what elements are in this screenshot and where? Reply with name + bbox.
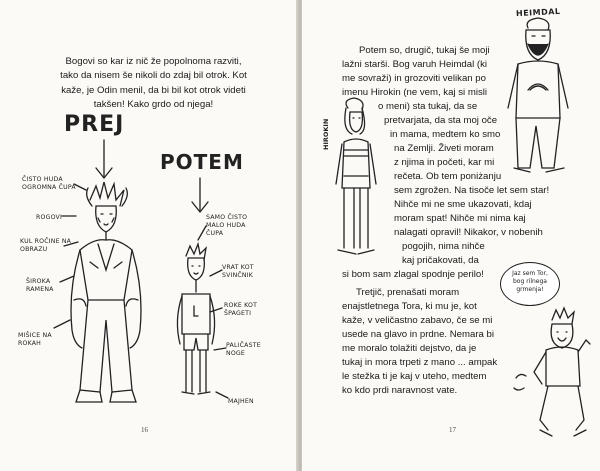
left-illustration [0, 0, 298, 471]
label-face-lines: KUL ROČINE NA OBRAZU [20, 238, 72, 253]
right-line: tukaj in mora trpeti z mano ... ampak [342, 357, 498, 368]
right-line: z njima in početi, kar mi [394, 157, 495, 168]
label-muscles: MIŠICE NA ROKAH [18, 332, 52, 347]
left-paragraph-line: takšen! Kako grdo od njega! [93, 99, 214, 111]
right-line: in mama, medtem ko smo [390, 129, 501, 140]
heading-before: PREJ [64, 112, 125, 137]
arrow-down-icon [96, 140, 112, 178]
speech-line: Jaz sem Tor, [512, 270, 548, 277]
right-line: kaže, v veličastno zabavo, če se mi [342, 315, 493, 326]
right-line: imenu Hirokin (ne vem, kaj si misli [342, 87, 488, 98]
right-line: lažni starši. Bog varuh Heimdal (ki [342, 59, 488, 70]
before-figure-drawing [71, 182, 141, 402]
speech-line: grmenja! [516, 286, 544, 293]
right-page [302, 0, 600, 471]
left-paragraph-line: kaže, je Odin menil, da bi bil kot otrok videti [61, 84, 246, 96]
right-line: Nihče mi ne sme ukazovati, kdaj [394, 199, 532, 210]
label-hirokin: HIROKIN [322, 118, 330, 150]
right-line: kaj pričakovati, da [402, 255, 479, 266]
label-stick-legs: PALIČASTE NOGE [226, 342, 261, 357]
label-small: MAJHEN [228, 398, 254, 405]
hirokin-drawing [336, 98, 376, 254]
page-number-left: 16 [141, 426, 148, 434]
right-line: na Zemlji. Živeti moram [394, 143, 494, 154]
speech-line: bog rilnega [513, 278, 547, 285]
label-big-hair: ČISTO HUDA OGROMNA ČUPA [22, 176, 76, 191]
right-line: nalagati opravil! Nikakor, v nobenih [394, 227, 543, 238]
arrow-down-icon [192, 178, 208, 212]
right-line: Potem so, drugič, tukaj še moji [359, 45, 490, 56]
label-heimdal: HEIMDAL [515, 6, 561, 19]
right-line: pretvarjata, da sta moj oče [384, 115, 498, 126]
right-line: o meni) sta tukaj, da se [378, 101, 478, 112]
right-line: me sovraži) in grozoviti velikan po [342, 73, 486, 84]
right-line: moram spat! Nihče mi nima kaj [394, 213, 526, 224]
right-line: enajstletnega Tora, ki mu je, kot [342, 301, 477, 312]
right-line: sem zgrožen. Na tisoče let sem star! [394, 185, 550, 196]
right-line: rečeta. Ob tem poniżanju [394, 171, 502, 182]
right-line: ko kdo prdi naravnost vate. [342, 385, 458, 396]
label-horns: ROGOVI [36, 214, 62, 221]
right-line: si bom sam zlagal spodnje perilo! [342, 269, 484, 280]
label-pencil-neck: VRAT KOT SVINČNIK [222, 264, 254, 279]
right-illustration [302, 0, 600, 471]
right-line: usede na glavo in prdne. Nemara bi [342, 329, 494, 340]
left-page [0, 0, 298, 471]
left-paragraph-line: tako da nisem še nikoli do zdaj bil otrok. Kot [60, 70, 247, 82]
label-small-hair: SAMO ČISTO MALO HUDA ČUPA [206, 214, 248, 237]
label-shoulders: ŠIROKA RAMENA [26, 278, 54, 293]
right-line: le stežka ti je kaj v uteho, medtem [342, 371, 487, 382]
page-number-right: 17 [449, 426, 456, 434]
label-spaghetti-arms: ROKE KOT ŠPAGETI [224, 302, 258, 317]
after-figure-drawing [177, 244, 214, 394]
left-paragraph-line: Bogovi so kar iz nič že popolnoma razviti, [65, 56, 242, 67]
right-line: me moralo tolažiti dejstvo, da je [342, 343, 477, 354]
right-line: Tretjič, prenašati moram [356, 287, 460, 298]
tor-drawing [514, 308, 590, 436]
heading-after: POTEM [160, 150, 244, 174]
heimdal-drawing [508, 18, 568, 172]
right-line: pogojih, nima nihče [402, 241, 485, 252]
